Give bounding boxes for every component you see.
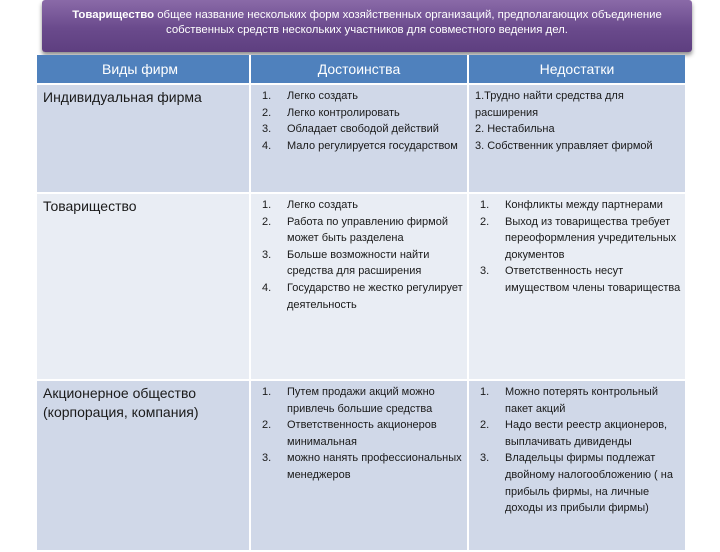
item-text: Выход из товарищества требует переоформления учредительных документов	[505, 215, 677, 261]
firm-name-cell: Индивидуальная фирма	[37, 84, 250, 193]
disadvantages-list	[475, 384, 681, 517]
item-number: 2.	[262, 419, 272, 432]
item-text: Путем продажи акций можно привлечь большие средства	[287, 386, 435, 415]
definition-banner	[42, 0, 692, 52]
list-item	[257, 247, 463, 280]
disadvantage-line: 2. Нестабильна	[475, 123, 555, 136]
item-text: Владельцы фирмы подлежат двойному налогообложению ( на прибыль фирмы, на личные доходы из прибыли фирмы)	[505, 452, 673, 515]
disadvantages-cell	[468, 380, 685, 551]
list-item	[257, 384, 463, 417]
firm-name-cell: Акционерное общество (корпорация, компания)	[37, 380, 250, 551]
item-text: можно нанять профессиональных менеджеров	[287, 452, 462, 481]
list-item	[257, 197, 463, 214]
disadvantages-cell	[468, 84, 685, 193]
item-number: 1.	[480, 199, 490, 211]
list-item	[257, 280, 463, 313]
list-item	[475, 384, 681, 417]
item-text: Государство не жестко регулирует деятельность	[287, 281, 463, 311]
definition-term: Товарищество	[72, 9, 155, 21]
table-row	[37, 380, 685, 551]
item-number: 1.	[262, 199, 272, 211]
item-number: 1.	[262, 386, 272, 398]
list-item	[257, 121, 463, 138]
advantages-cell	[250, 84, 468, 193]
item-text: Легко создать	[287, 90, 358, 102]
item-number: 3.	[480, 265, 490, 278]
item-text: Легко создать	[287, 199, 358, 211]
item-text: Мало регулируется государством	[287, 139, 458, 152]
item-number: 2.	[480, 419, 490, 432]
advantages-list	[257, 197, 463, 313]
list-item	[475, 263, 681, 296]
list-item	[257, 450, 463, 483]
list-item	[257, 138, 463, 155]
item-text: Обладает свободой действий	[287, 123, 439, 136]
list-item	[475, 450, 681, 516]
table-header-row	[37, 55, 685, 84]
disadvantages-list	[475, 197, 681, 297]
column-header-disadvantages: Недостатки	[468, 55, 685, 84]
item-number: 4.	[262, 139, 272, 152]
item-number: 2.	[262, 215, 272, 228]
list-item	[475, 214, 681, 264]
table-row	[37, 84, 685, 193]
list-item	[257, 214, 463, 247]
item-text: Ответственность акционеров минимальная	[287, 419, 437, 448]
firm-types-table	[37, 55, 685, 552]
column-header-advantages: Достоинства	[250, 55, 468, 84]
item-text: Легко контролировать	[287, 106, 400, 119]
item-number: 2.	[480, 215, 490, 228]
item-number: 1.	[480, 386, 490, 398]
item-number: 3.	[262, 123, 272, 136]
item-number: 4.	[262, 281, 272, 294]
item-number: 3.	[262, 248, 272, 261]
advantages-list	[257, 88, 463, 154]
disadvantages-cell	[468, 193, 685, 380]
column-header-firm-types: Виды фирм	[37, 55, 250, 84]
advantages-list	[257, 384, 463, 484]
advantages-cell	[250, 193, 468, 380]
definition-text: общее название нескольких форм хозяйственных организаций, предполагающих объединение собственных средств нескольких участников для совместного ведения дел.	[154, 9, 662, 36]
item-text: Ответственность несут имуществом члены товарищества	[505, 265, 681, 294]
disadvantage-line: 3. Собственник управляет фирмой	[475, 139, 653, 152]
list-item	[475, 417, 681, 450]
item-text: Больше возможности найти средства для расширения	[287, 248, 430, 278]
list-item	[257, 88, 463, 105]
item-number: 3.	[480, 452, 490, 465]
item-number: 2.	[262, 106, 272, 119]
item-number: 1.	[262, 90, 272, 102]
firm-name-cell: Товарищество	[37, 193, 250, 380]
item-number: 3.	[262, 452, 272, 465]
disadvantage-line: 1.Трудно найти средства для расширения	[475, 90, 624, 119]
list-item	[257, 105, 463, 122]
table-row	[37, 193, 685, 380]
item-text: Можно потерять контрольный пакет акций	[505, 386, 658, 415]
item-text: Конфликты между партнерами	[505, 199, 663, 211]
item-text: Надо вести реестр акционеров, выплачивать дивиденды	[505, 419, 668, 448]
list-item	[257, 417, 463, 450]
advantages-cell	[250, 380, 468, 551]
list-item	[475, 197, 681, 214]
item-text: Работа по управлению фирмой может быть разделена	[287, 215, 448, 245]
